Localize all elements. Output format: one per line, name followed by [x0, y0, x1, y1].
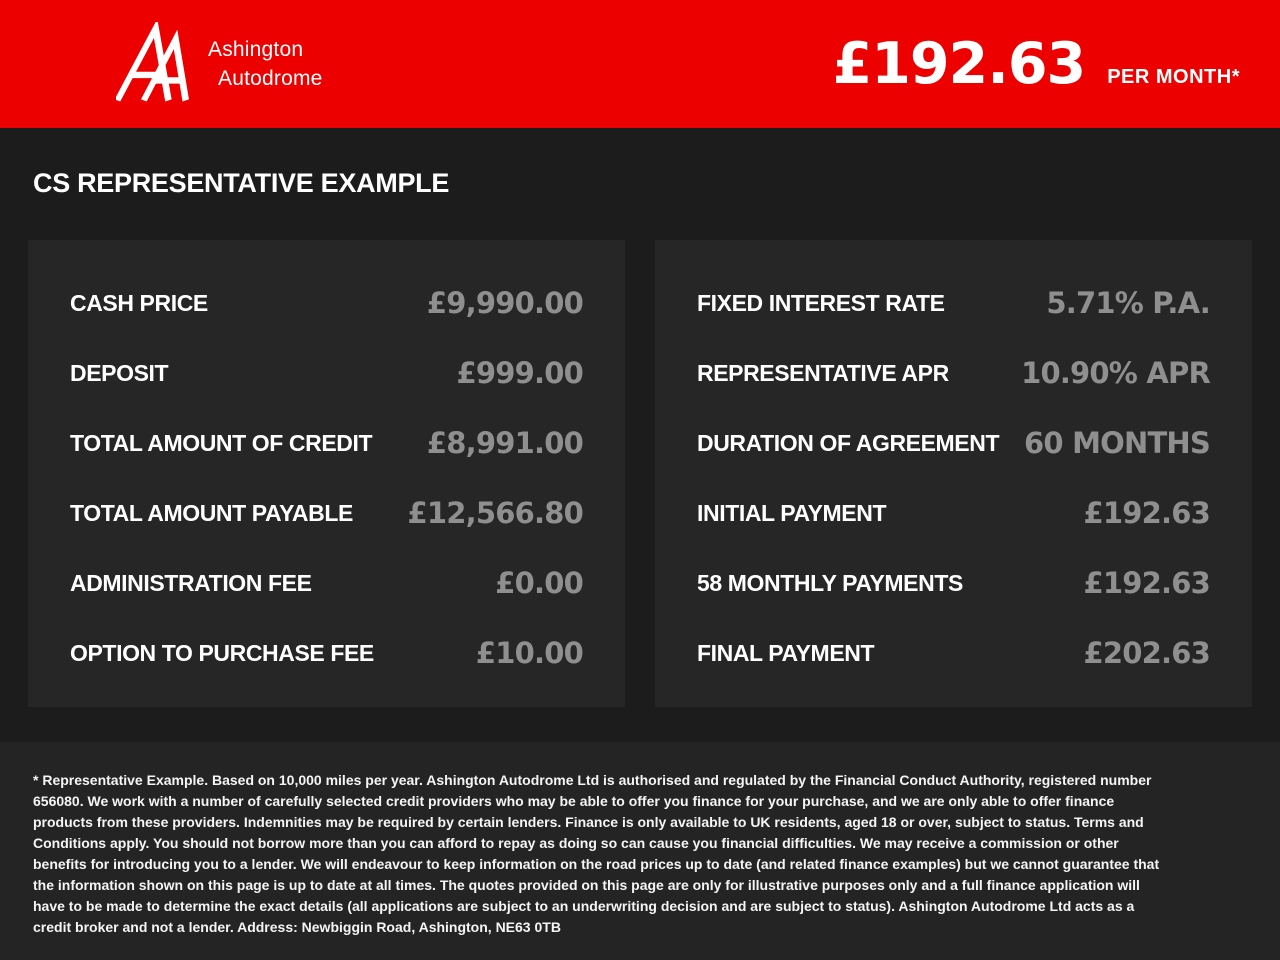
- finance-row-duration: [697, 408, 1210, 478]
- finance-label: FINAL PAYMENT: [697, 639, 875, 666]
- finance-row-monthly-payments: [697, 548, 1210, 618]
- finance-label: 58 MONTHLY PAYMENTS: [697, 569, 963, 596]
- brand-name: [208, 35, 323, 93]
- finance-label: DURATION OF AGREEMENT: [697, 429, 1000, 456]
- finance-label: INITIAL PAYMENT: [697, 499, 887, 526]
- finance-value: £202.63: [1083, 636, 1210, 670]
- legal-disclaimer-text: * Representative Example. Based on 10,000 miles per year. Ashington Autodrome Ltd is authorised and regulated by the Financial Conduct Authority, registered number 656080. We work with a number of carefully selected credit providers who may be able to offer you finance for your purchase, and we are only able to offer finance products from these providers. Indemnities may be required by certain lenders. Finance is only available to UK residents, aged 18 or over, subject to status. Terms and Conditions apply. You should not borrow more than you can afford to repay as doing so can cause you financial difficulties. We may receive a commission or other benefits for introducing you to a lender. We will endeavour to keep information on the road prices up to date (and related finance examples) but we cannot guarantee that the information shown on this page is up to date at all times. The quotes provided on this page are only for illustrative purposes only and a full finance application will have to be made to determine the exact details (all applications are subject to an underwriting decision and are subject to status). Ashington Autodrome Ltd acts as a credit broker and not a lender. Address: Newbiggin Road, Ashington, NE63 0TB: [33, 772, 1160, 935]
- finance-row-final-payment: [697, 618, 1210, 688]
- finance-value: £9,990.00: [426, 286, 583, 320]
- brand-name-line1: Ashington: [208, 38, 304, 61]
- ashington-autodrome-logo-icon: [116, 22, 198, 106]
- finance-row-option-to-purchase-fee: [70, 618, 583, 688]
- finance-value: £8,991.00: [426, 426, 583, 460]
- brand: [116, 22, 323, 106]
- finance-row-representative-apr: [697, 338, 1210, 408]
- finance-row-cash-price: [70, 268, 583, 338]
- header-bar: [0, 0, 1280, 128]
- finance-panel-left: [28, 240, 625, 707]
- monthly-price: [833, 31, 1240, 97]
- finance-value: £192.63: [1083, 496, 1210, 530]
- finance-value: 5.71% P.A.: [1046, 286, 1210, 320]
- monthly-price-suffix: PER MONTH*: [1107, 66, 1240, 88]
- brand-name-line2: Autodrome: [218, 67, 323, 90]
- finance-label: TOTAL AMOUNT OF CREDIT: [70, 429, 373, 456]
- monthly-price-amount: £192.63: [832, 31, 1086, 97]
- finance-value: £12,566.80: [407, 496, 583, 530]
- finance-row-initial-payment: [697, 478, 1210, 548]
- finance-value: £0.00: [495, 566, 583, 600]
- finance-value: 10.90% APR: [1021, 356, 1210, 390]
- footer-band: [0, 742, 1280, 960]
- finance-label: TOTAL AMOUNT PAYABLE: [70, 499, 353, 526]
- finance-value: £10.00: [475, 636, 583, 670]
- finance-label: REPRESENTATIVE APR: [697, 359, 949, 386]
- finance-row-total-credit: [70, 408, 583, 478]
- finance-row-deposit: [70, 338, 583, 408]
- finance-label: ADMINISTRATION FEE: [70, 569, 312, 596]
- finance-label: OPTION TO PURCHASE FEE: [70, 639, 374, 666]
- finance-label: CASH PRICE: [70, 289, 208, 316]
- finance-value: 60 MONTHS: [1024, 426, 1210, 460]
- finance-row-fixed-interest-rate: [697, 268, 1210, 338]
- page-title: CS REPRESENTATIVE EXAMPLE: [33, 168, 450, 198]
- finance-panel-right: [655, 240, 1252, 707]
- finance-label: FIXED INTEREST RATE: [697, 289, 945, 316]
- finance-value: £192.63: [1083, 566, 1210, 600]
- finance-row-total-payable: [70, 478, 583, 548]
- finance-label: DEPOSIT: [70, 359, 169, 386]
- finance-value: £999.00: [456, 356, 583, 390]
- finance-row-admin-fee: [70, 548, 583, 618]
